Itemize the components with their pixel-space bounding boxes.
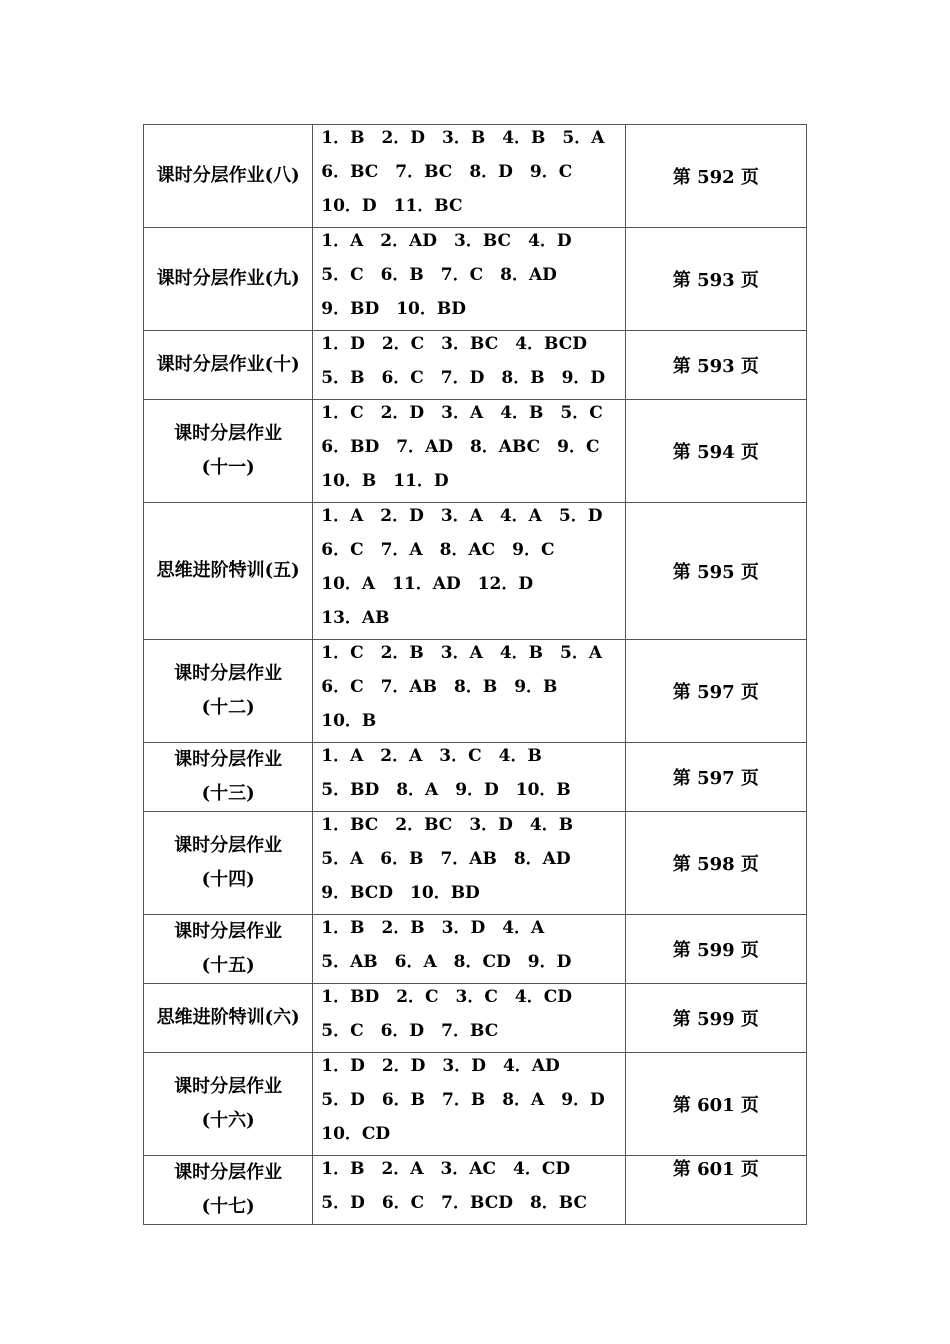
answer-line: 1．C 2．D 3．A 4．B 5．C (321, 403, 603, 423)
answer-line: 5．B 6．C 7．D 8．B 9．D (321, 368, 606, 388)
answer-line: 1．A 2．D 3．A 4．A 5．D (321, 506, 603, 526)
table-row (144, 503, 807, 640)
assignment-title-line: 思维进阶特训(六) (156, 1007, 300, 1028)
answer-line: 5．AB 6．A 8．CD 9．D (321, 952, 572, 972)
page-reference: 第 593 页 (625, 331, 806, 400)
answer-line: 5．A 6．B 7．AB 8．AD (321, 849, 571, 869)
assignment-title-line: 课时分层作业(八) (156, 165, 300, 186)
answers-cell (313, 915, 625, 984)
answers-cell (313, 1156, 625, 1225)
answers-cell (313, 984, 625, 1053)
answer-line: 6．C 7．A 8．AC 9．C (321, 540, 555, 560)
answer-line: 1．B 2．B 3．D 4．A (321, 918, 545, 938)
table-row (144, 743, 807, 812)
assignment-title (144, 915, 313, 984)
answer-line: 5．D 6．C 7．BCD 8．BC (321, 1193, 588, 1213)
assignment-title-line: 课时分层作业 (174, 749, 283, 770)
answers-cell (313, 503, 625, 640)
page-reference: 第 599 页 (625, 915, 806, 984)
answer-line: 1．BC 2．BC 3．D 4．B (321, 815, 574, 835)
table-row (144, 812, 807, 915)
page-reference: 第 597 页 (625, 640, 806, 743)
assignment-title-suffix: (十三) (201, 783, 255, 804)
page-reference: 第 599 页 (625, 984, 806, 1053)
table-row (144, 228, 807, 331)
assignment-title (144, 503, 313, 640)
assignment-title-line: 课时分层作业 (174, 1162, 283, 1183)
answer-line: 6．BD 7．AD 8．ABC 9．C (321, 437, 600, 457)
table-row (144, 125, 807, 228)
assignment-title-line: 课时分层作业(十) (156, 354, 300, 375)
answers-cell (313, 331, 625, 400)
assignment-title-suffix: (十七) (201, 1196, 255, 1217)
page-reference: 第 595 页 (625, 503, 806, 640)
answer-line: 1．B 2．A 3．AC 4．CD (321, 1159, 571, 1179)
page-reference: 第 601 页 (625, 1156, 806, 1225)
page-reference: 第 592 页 (625, 125, 806, 228)
answer-line: 1．D 2．C 3．BC 4．BCD (321, 334, 588, 354)
answer-line: 10．A 11．AD 12．D (321, 574, 534, 594)
answer-line: 10．B 11．D (321, 471, 449, 491)
answers-cell (313, 812, 625, 915)
answer-line: 1．A 2．AD 3．BC 4．D (321, 231, 572, 251)
assignment-title (144, 228, 313, 331)
assignment-title-suffix: (十四) (201, 869, 255, 890)
assignment-title (144, 640, 313, 743)
assignment-title (144, 331, 313, 400)
assignment-title-suffix: (十二) (201, 697, 255, 718)
answer-line: 1．BD 2．C 3．C 4．CD (321, 987, 573, 1007)
answer-key-table (143, 124, 807, 1225)
table-row (144, 640, 807, 743)
assignment-title (144, 743, 313, 812)
assignment-title-line: 思维进阶特训(五) (156, 560, 300, 581)
assignment-title-suffix: (十六) (201, 1110, 255, 1131)
answer-line: 10．B (321, 711, 377, 731)
answers-cell (313, 228, 625, 331)
assignment-title (144, 812, 313, 915)
answer-line: 1．B 2．D 3．B 4．B 5．A (321, 128, 605, 148)
assignment-title-line: 课时分层作业 (174, 921, 283, 942)
answer-line: 9．BCD 10．BD (321, 883, 480, 903)
answer-line: 10．D 11．BC (321, 196, 463, 216)
answers-cell (313, 1053, 625, 1156)
answer-key-body (144, 125, 807, 1225)
page-reference: 第 594 页 (625, 400, 806, 503)
answer-line: 9．BD 10．BD (321, 299, 466, 319)
answer-line: 1．D 2．D 3．D 4．AD (321, 1056, 560, 1076)
table-row (144, 331, 807, 400)
assignment-title (144, 984, 313, 1053)
answer-line: 5．BD 8．A 9．D 10．B (321, 780, 571, 800)
table-row (144, 984, 807, 1053)
assignment-title (144, 400, 313, 503)
page-reference: 第 598 页 (625, 812, 806, 915)
assignment-title-line: 课时分层作业 (174, 1076, 283, 1097)
assignment-title-line: 课时分层作业 (174, 423, 283, 444)
assignment-title-suffix: (十一) (201, 457, 255, 478)
assignment-title (144, 1053, 313, 1156)
page-reference: 第 593 页 (625, 228, 806, 331)
answers-cell (313, 400, 625, 503)
answer-line: 5．C 6．D 7．BC (321, 1021, 499, 1041)
answer-line: 1．C 2．B 3．A 4．B 5．A (321, 643, 603, 663)
answer-line: 10．CD (321, 1124, 391, 1144)
answers-cell (313, 125, 625, 228)
assignment-title-line: 课时分层作业 (174, 663, 283, 684)
table-row (144, 1156, 807, 1225)
answer-line: 6．BC 7．BC 8．D 9．C (321, 162, 573, 182)
table-row (144, 400, 807, 503)
table-row (144, 915, 807, 984)
answer-line: 5．D 6．B 7．B 8．A 9．D (321, 1090, 605, 1110)
assignment-title (144, 1156, 313, 1225)
assignment-title (144, 125, 313, 228)
assignment-title-suffix: (十五) (201, 955, 255, 976)
assignment-title-line: 课时分层作业(九) (156, 268, 300, 289)
answers-cell (313, 743, 625, 812)
answer-line: 5．C 6．B 7．C 8．AD (321, 265, 557, 285)
page-reference: 第 601 页 (625, 1053, 806, 1156)
answer-line: 6．C 7．AB 8．B 9．B (321, 677, 558, 697)
table-row (144, 1053, 807, 1156)
answers-cell (313, 640, 625, 743)
page-reference: 第 597 页 (625, 743, 806, 812)
answer-line: 13．AB (321, 608, 390, 628)
assignment-title-line: 课时分层作业 (174, 835, 283, 856)
answer-line: 1．A 2．A 3．C 4．B (321, 746, 542, 766)
